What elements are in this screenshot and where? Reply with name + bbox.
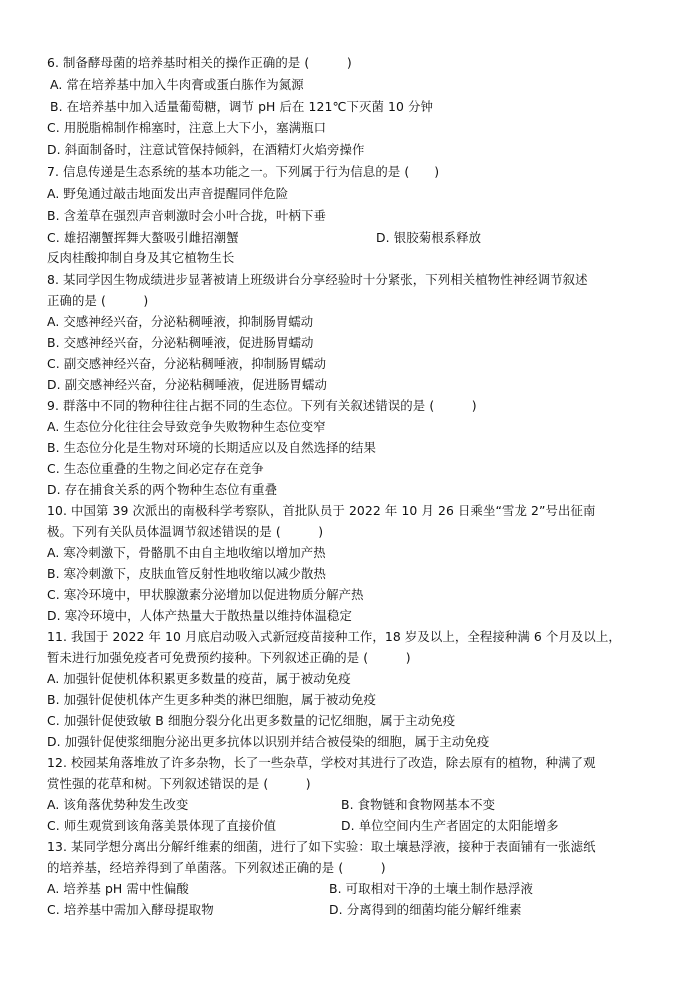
q8-option-d: D. 副交感神经兴奋，分泌粘稠唾液，促进肠胃蠕动 [47, 377, 328, 392]
q12-stem-line2: 赏性强的花草和树。下列叙述错误的是 ( ) [47, 776, 311, 791]
q12-option-b: B. 食物链和食物网基本不变 [341, 797, 496, 812]
q13-stem-line2: 的培养基，经培养得到了单菌落。下列叙述正确的是 ( ) [47, 860, 386, 875]
q10-option-a: A. 寒冷刺激下，骨骼肌不由自主地收缩以增加产热 [47, 545, 326, 560]
q10-option-c: C. 寒冷环境中，甲状腺激素分泌增加以促进物质分解产热 [47, 587, 364, 602]
q6-option-d: D. 斜面制备时，注意试管保持倾斜，在酒精灯火焰旁操作 [47, 142, 365, 157]
q11-stem-line1: 11. 我国于 2022 年 10 月底启动吸入式新冠疫苗接种工作，18 岁及以上，全程接种满 6 个月及以上， [47, 629, 621, 644]
q9-option-c: C. 生态位重叠的生物之间必定存在竞争 [47, 461, 264, 476]
q9-stem: 9. 群落中不同的物种往往占据不同的生态位。下列有关叙述错误的是 ( ) [47, 398, 477, 413]
q12-stem-line1: 12. 校园某角落堆放了许多杂物，长了一些杂草，学校对其进行了改造，除去原有的植物，种满了观 [47, 755, 596, 770]
q12-option-a: A. 该角落优势种发生改变 [47, 797, 189, 812]
q6-stem: 6. 制备酵母菌的培养基时相关的操作正确的是 ( ) [47, 55, 352, 70]
q6-option-c: C. 用脱脂棉制作棉塞时，注意上大下小，塞满瓶口 [47, 120, 327, 135]
q13-option-d: D. 分离得到的细菌均能分解纤维素 [329, 902, 522, 917]
q9-option-b: B. 生态位分化是生物对环境的长期适应以及自然选择的结果 [47, 440, 376, 455]
q13-stem-line1: 13. 某同学想分离出分解纤维素的细菌，进行了如下实验：取土壤悬浮液，接种于表面铺有一张滤纸 [47, 839, 596, 854]
q13-option-b: B. 可取相对干净的土壤土制作悬浮液 [329, 881, 534, 896]
q10-option-b: B. 寒冷刺激下，皮肤血管反射性地收缩以减少散热 [47, 566, 326, 581]
q13-option-a: A. 培养基 pH 需中性偏酸 [47, 881, 189, 896]
q11-stem-line2: 暂未进行加强免疫者可免费预约接种。下列叙述正确的是 ( ) [47, 650, 411, 665]
q10-stem-line1: 10. 中国第 39 次派出的南极科学考察队，首批队员于 2022 年 10 月 26 日乘坐“雪龙 2”号出征南 [47, 503, 596, 518]
q9-option-a: A. 生态位分化往往会导致竞争失败物种生态位变窄 [47, 419, 326, 434]
q11-option-b: B. 加强针促使机体产生更多种类的淋巴细胞，属于被动免疫 [47, 692, 376, 707]
q7-option-d: D. 银胶菊根系释放 [376, 230, 482, 245]
q11-option-a: A. 加强针促使机体积累更多数量的疫苗，属于被动免疫 [47, 671, 351, 686]
q7-option-a: A. 野兔通过敲击地面发出声音提醒同伴危险 [47, 186, 289, 201]
q8-option-c: C. 副交感神经兴奋，分泌粘稠唾液，抑制肠胃蠕动 [47, 356, 327, 371]
q8-option-a: A. 交感神经兴奋，分泌粘稠唾液，抑制肠胃蠕动 [47, 314, 314, 329]
q13-option-c: C. 培养基中需加入酵母提取物 [47, 902, 214, 917]
q10-stem-line2: 极。下列有关队员体温调节叙述错误的是 ( ) [47, 524, 324, 539]
q12-option-c: C. 师生观赏到该角落美景体现了直接价值 [47, 818, 277, 833]
q7-stem: 7. 信息传递是生态系统的基本功能之一。下列属于行为信息的是 ( ) [47, 164, 440, 179]
q6-option-a: A. 常在培养基中加入牛肉膏或蛋白胨作为氮源 [50, 77, 304, 92]
q7-option-b: B. 含羞草在强烈声音刺激时会小叶合拢，叶柄下垂 [47, 208, 326, 223]
q9-option-d: D. 存在捕食关系的两个物种生态位有重叠 [47, 482, 278, 497]
q11-option-d: D. 加强针促使浆细胞分泌出更多抗体以识别并结合被侵染的细胞，属于主动免疫 [47, 734, 490, 749]
q7-option-d-continued: 反肉桂酸抑制自身及其它植物生长 [47, 250, 235, 265]
q8-option-b: B. 交感神经兴奋，分泌粘稠唾液，促进肠胃蠕动 [47, 335, 314, 350]
q8-stem-line1: 8. 某同学因生物成绩进步显著被请上班级讲台分享经验时十分紧张，下列相关植物性神经调节叙述 [47, 272, 588, 287]
q6-option-b: B. 在培养基中加入适量葡萄糖，调节 pH 后在 121℃下灭菌 10 分钟 [50, 99, 433, 114]
q12-option-d: D. 单位空间内生产者固定的太阳能增多 [341, 818, 559, 833]
q7-option-c: C. 雄招潮蟹挥舞大螯吸引雌招潮蟹 [47, 230, 239, 245]
q11-option-c: C. 加强针促使致敏 B 细胞分裂分化出更多数量的记忆细胞，属于主动免疫 [47, 713, 456, 728]
q8-stem-line2: 正确的是 ( ) [47, 293, 149, 308]
q10-option-d: D. 寒冷环境中，人体产热量大于散热量以维持体温稳定 [47, 608, 353, 623]
